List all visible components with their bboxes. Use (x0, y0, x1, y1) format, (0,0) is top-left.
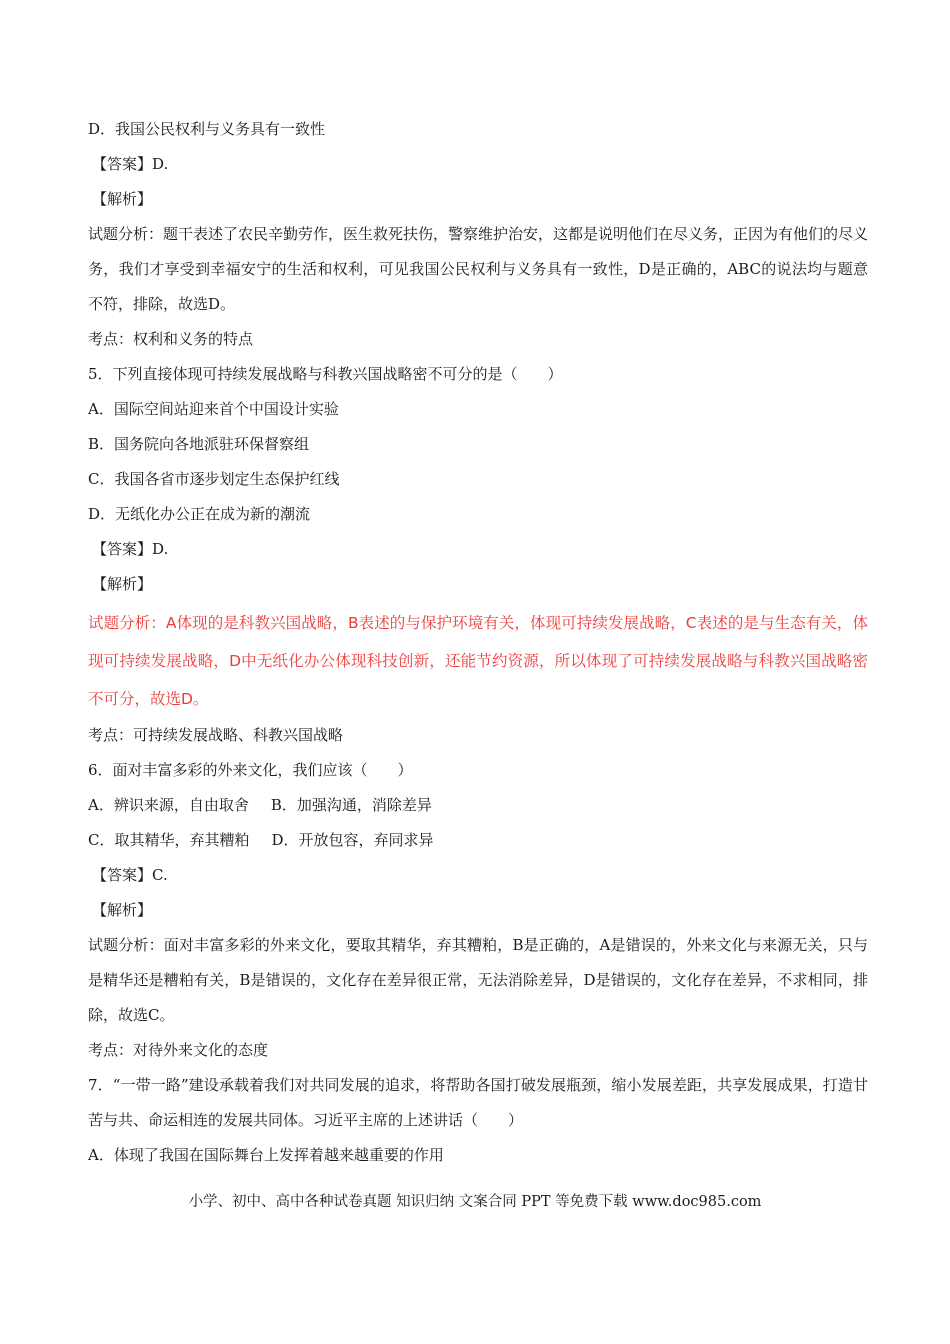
document-body (88, 112, 868, 1173)
q6-option-a: A．辨识来源，自由取舍 (88, 796, 249, 814)
q5-option-d: D．无纸化办公正在成为新的潮流 (88, 505, 311, 523)
q6-option-c: C．取其精华，弃其糟粕 (88, 831, 250, 849)
q7-stem: 7．“一带一路”建设承载着我们对共同发展的追求，将帮助各国打破发展瓶颈，缩小发展差距，共享发展成果，打造甘苦与共、命运相连的发展共同体。习近平主席的上述讲话（ ） (88, 1076, 868, 1129)
q6-analysis: 试题分析：面对丰富多彩的外来文化，要取其精华，弃其糟粕，B是正确的，A是错误的，外来文化与来源无关，只与是精华还是糟粕有关，B是错误的，文化存在差异很正常，无法消除差异，D是错误的，文化存在差异，不求相同，排除，故选C。 (88, 936, 868, 1024)
q5-option-b: B．国务院向各地派驻环保督察组 (88, 435, 310, 453)
q4-answer: 【答案】D. (92, 155, 169, 173)
page-footer: 小学、初中、高中各种试卷真题 知识归纳 文案合同 PPT 等免费下载 www.doc985.com (188, 1194, 762, 1210)
q6-option-b: B．加强沟通，消除差异 (270, 796, 432, 814)
q5-analysis: 试题分析：A体现的是科教兴国战略，B表述的与保护环境有关，体现可持续发展战略，C表述的是与生态有关，体现可持续发展战略，D中无纸化办公体现科技创新，还能节约资源，所以体现了可持续发展战略与科教兴国战略密不可分，故选D。 (88, 614, 868, 708)
q5-answer: 【答案】D. (92, 540, 169, 558)
q6-stem: 6．面对丰富多彩的外来文化，我们应该（ ） (88, 761, 413, 779)
q4-analysis: 试题分析：题干表述了农民辛勤劳作，医生救死扶伤，警察维护治安，这都是说明他们在尽义务，正因为有他们的尽义务，我们才享受到幸福安宁的生活和权利，可见我国公民权利与义务具有一致性，D是正确的，ABC的说法均与题意不符，排除，故选D。 (88, 225, 869, 313)
q6-point: 考点：对待外来文化的态度 (88, 1041, 269, 1059)
q6-options-row-1 (88, 788, 868, 823)
q4-analysis-label: 【解析】 (92, 190, 153, 208)
q5-analysis-label: 【解析】 (92, 575, 153, 593)
q7-option-a: A．体现了我国在国际舞台上发挥着越来越重要的作用 (88, 1146, 444, 1164)
q6-option-d: D．开放包容，弃同求异 (271, 831, 434, 849)
q5-option-a: A．国际空间站迎来首个中国设计实验 (88, 400, 339, 418)
q6-options-row-2 (88, 823, 868, 858)
q4-point: 考点：权利和义务的特点 (88, 330, 254, 348)
q6-analysis-label: 【解析】 (92, 901, 153, 919)
q5-option-c: C．我国各省市逐步划定生态保护红线 (88, 470, 340, 488)
q5-stem: 5．下列直接体现可持续发展战略与科教兴国战略密不可分的是（ ） (88, 365, 563, 383)
q4-option-d: D．我国公民权利与义务具有一致性 (88, 120, 326, 138)
q6-answer: 【答案】C. (92, 866, 168, 884)
q5-point: 考点：可持续发展战略、科教兴国战略 (88, 726, 344, 744)
